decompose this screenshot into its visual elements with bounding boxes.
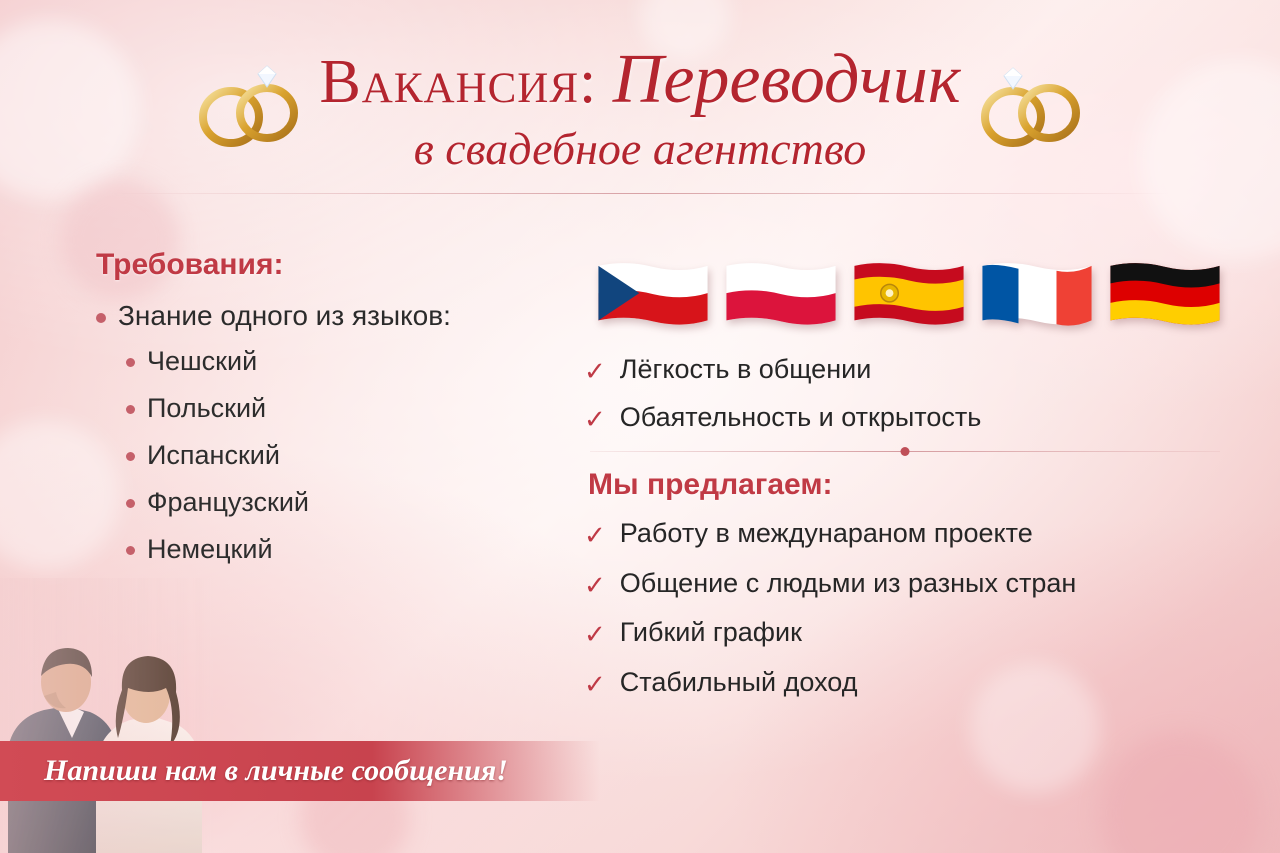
check-icon: ✓ (584, 619, 606, 650)
requirements-main-item (96, 300, 560, 332)
list-item (584, 354, 1260, 386)
list-item (584, 402, 1260, 434)
check-icon: ✓ (584, 668, 606, 699)
page-subtitle: в свадебное агентство (413, 123, 867, 174)
wedding-rings-icon (975, 65, 1085, 151)
language-label: Французский (147, 487, 309, 517)
requirements-heading: Требования: (96, 248, 284, 281)
page-title (319, 40, 960, 120)
language-label: Польский (147, 393, 267, 423)
couple-photo (0, 578, 215, 853)
check-icon: ✓ (584, 520, 606, 551)
list-item (126, 534, 560, 565)
poster-header (0, 40, 1280, 194)
wedding-rings-icon (195, 65, 305, 151)
list-item (126, 487, 560, 518)
germany-flag-icon (1106, 260, 1224, 336)
list-item (126, 440, 560, 471)
poland-flag-icon (722, 260, 840, 336)
bullet-dot-icon (126, 499, 135, 508)
language-list (126, 346, 560, 565)
spain-flag-icon (850, 260, 968, 336)
soft-skill-label: Лёгкость в общении (619, 354, 872, 384)
check-icon: ✓ (584, 356, 606, 386)
soft-skill-label: Обаятельность и открытость (619, 401, 982, 432)
title-word-vacancy: Вакансия: (319, 48, 598, 116)
contact-ribbon[interactable] (0, 741, 600, 801)
offer-list (584, 518, 1260, 698)
soft-skills-list (584, 354, 1260, 433)
offer-column (560, 248, 1260, 717)
list-item (584, 667, 1260, 699)
offer-label: Работу в междунараном проекте (619, 518, 1033, 549)
flag-row (594, 260, 1260, 336)
check-icon: ✓ (584, 569, 606, 600)
list-item (584, 568, 1260, 600)
check-icon: ✓ (584, 403, 606, 434)
offer-label: Общение с людьми из разных стран (619, 567, 1077, 598)
bullet-dot-icon (126, 405, 135, 414)
offer-heading: Мы предлагаем: (588, 468, 833, 502)
bokeh-decor (1100, 733, 1260, 853)
title-row (0, 40, 1280, 175)
language-label: Испанский (147, 440, 280, 470)
bullet-dot-icon (126, 358, 135, 367)
title-block (319, 40, 960, 175)
requirements-main-label: Знание одного из языков: (118, 300, 451, 331)
contact-ribbon-label: Напиши нам в личные сообщения! (44, 754, 508, 787)
list-item (126, 346, 560, 377)
header-divider (110, 193, 1170, 194)
france-flag-icon (978, 260, 1096, 336)
language-label: Чешский (147, 346, 258, 376)
offer-label: Гибкий график (619, 617, 802, 648)
bullet-dot-icon (96, 313, 106, 323)
title-word-translator: Переводчик (612, 41, 961, 118)
language-label: Немецкий (147, 534, 273, 564)
czech-flag-icon (594, 260, 712, 336)
list-item (584, 617, 1260, 649)
list-item (584, 518, 1260, 550)
section-divider (590, 451, 1220, 452)
bullet-dot-icon (126, 452, 135, 461)
list-item (126, 393, 560, 424)
bullet-dot-icon (126, 546, 135, 555)
offer-label: Стабильный доход (619, 666, 858, 697)
